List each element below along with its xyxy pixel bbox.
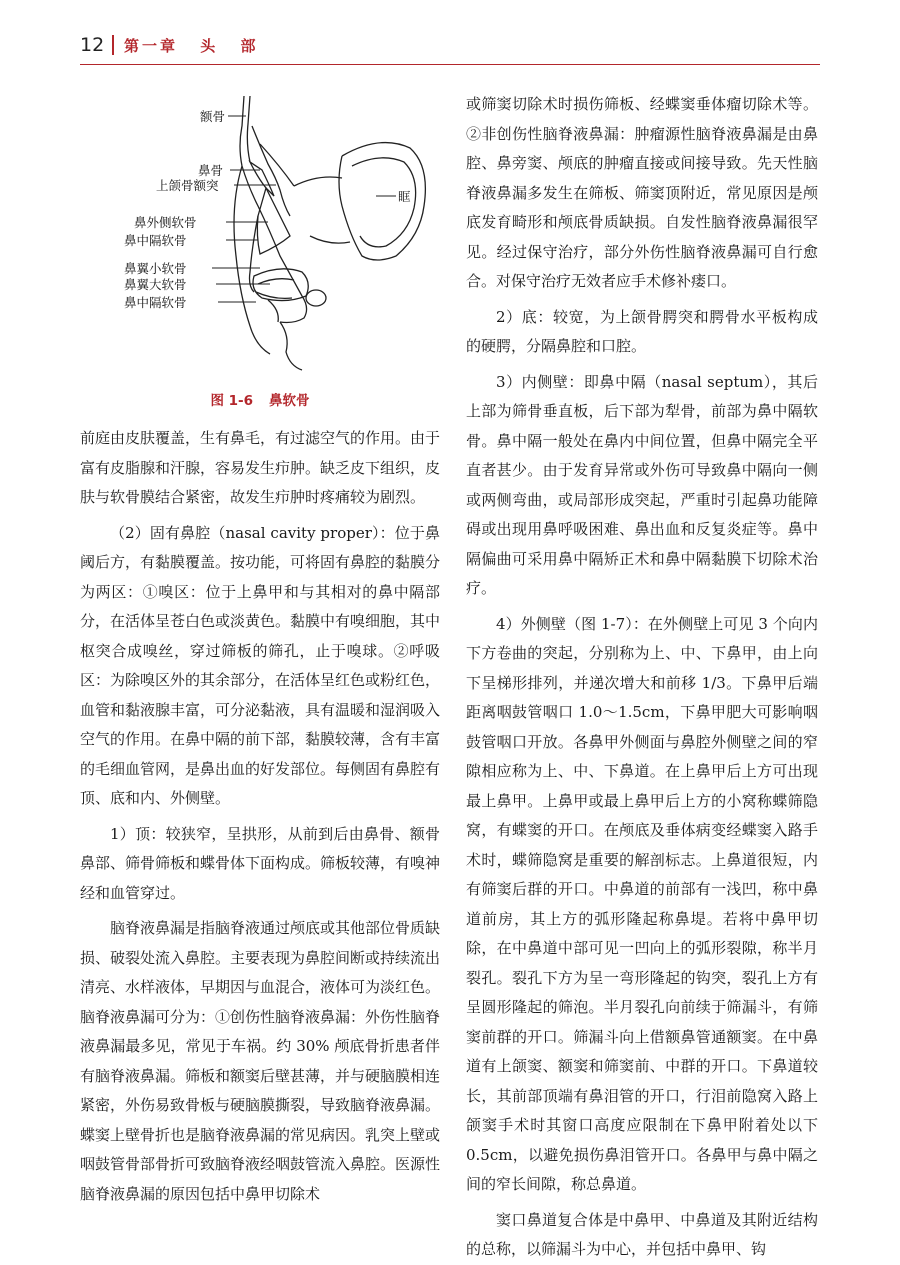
left-column [80,86,440,1209]
paragraph-medial-wall: 3）内侧壁：即鼻中隔（nasal septum），其后上部为筛骨垂直板，后下部为犁骨，前部为鼻中隔软骨。鼻中隔一般处在鼻内中间位置，但鼻中隔完全平直者甚少。由于发育异常或外伤可导致鼻中隔向一侧或两侧弯曲，或局部形成突起，严重时引起鼻功能障碍或出现用鼻呼吸困难、鼻出血和反复炎症等。鼻中隔偏曲可采用鼻中隔矫正术和鼻中隔黏膜下切除术治疗。 [466,372,818,597]
paragraph-nasal-cavity-proper: （2）固有鼻腔（nasal cavity proper）：位于鼻阈后方，有黏膜覆盖。按功能，可将固有鼻腔的黏膜分为两区：①嗅区：位于上鼻甲和与其相对的鼻中隔部分，在活体呈苍白色或淡黄色。黏膜中有嗅细胞，其中枢突合成嗅丝，穿过筛板的筛孔，止于嗅球。②呼吸区：为除嗅区外的其余部分，在活体呈红色或粉红色，血管和黏液腺丰富，可分泌黏液，具有温暖和湿润吸入空气的作用。在鼻中隔的前下部，黏膜较薄，含有丰富的毛细血管网，是鼻出血的好发部位。每侧固有鼻腔有顶、底和内、外侧壁。 [80,523,441,807]
figure-caption [80,386,440,424]
right-column [466,90,818,1265]
paragraph-roof: 1）顶：较狭窄，呈拱形，从前到后由鼻骨、额骨鼻部、筛骨筛板和蝶骨体下面构成。筛板较薄，有嗅神经和血管穿过。 [80,824,441,902]
label-lateral-cartilage: 鼻外侧软骨 [134,215,197,230]
label-nasal-bone: 鼻骨 [198,163,224,178]
paragraph-vestibule: 前庭由皮肤覆盖，生有鼻毛，有过滤空气的作用。由于富有皮脂腺和汗腺，容易发生疖肿。缺乏皮下组织，皮肤与软骨膜结合紧密，故发生疖肿时疼痛较为剧烈。 [80,429,441,506]
paragraph-floor: 2）底：较宽，为上颌骨腭突和腭骨水平板构成的硬腭，分隔鼻腔和口腔。 [466,307,818,355]
paragraph-lateral-wall: 4）外侧壁（图 1-7）：在外侧壁上可见 3 个向内下方卷曲的突起，分别称为上、中、下鼻甲，由上向下呈梯形排列，并递次增大和前移 1/3。下鼻甲后端距离咽鼓管咽口 1.0～1.5cm，下鼻甲肥大可影响咽鼓管咽口开放。各鼻甲外侧面与鼻腔外侧壁之间的窄隙相应称为上、中、下鼻道。在上鼻甲后上方可出现最上鼻甲。上鼻甲或最上鼻甲后上方的小窝称蝶筛隐窝，有蝶窦的开口。在颅底及垂体病变经蝶窦入路手术时，蝶筛隐窝是重要的解剖标志。上鼻道很短，内有筛窦后群的开口。中鼻道的前部有一浅凹，称中鼻道前房，其上方的弧形隆起称鼻堤。若将中鼻甲切除，在中鼻道中部可见一凹向上的弧形裂隙，称半月裂孔。裂孔下方为呈一弯形隆起的钩突，裂孔上方有呈圆形隆起的筛泡。半月裂孔向前续于筛漏斗，有筛窦前群的开口。筛漏斗向上借额鼻管通额窦。在中鼻道有上颌窦、额窦和筛窦前、中群的开口。下鼻道较长，其前部顶端有鼻泪管的开口，行泪前隐窝入路上颌窦手术时其窗口高度应限制在下鼻甲附着处以下 0.5cm，以避免损伤鼻泪管开口。各鼻甲与鼻中隔之间的窄长间隙，称总鼻道。 [466,614,818,1193]
label-orbit: 眶 [398,189,411,204]
page-number: 12 [80,34,105,56]
figure-number: 图 1-6 [210,393,254,409]
label-septal-cartilage-lower: 鼻中隔软骨 [124,295,187,310]
paragraph-csf-continued: 或筛窦切除术时损伤筛板、经蝶窦垂体瘤切除术等。②非创伤性脑脊液鼻漏：肿瘤源性脑脊液鼻漏是由鼻腔、鼻旁窦、颅底的肿瘤直接或间接导致。先天性脑脊液鼻漏多发生在筛板、筛窦顶附近，常见原因是颅底发育畸形和颅底骨质缺损。自发性脑脊液鼻漏很罕见。经过保守治疗，部分外伤性脑脊液鼻漏可自行愈合。对保守治疗无效者应手术修补瘘口。 [466,95,818,290]
paragraph-ostiomeatal-complex: 窦口鼻道复合体是中鼻甲、中鼻道及其附近结构的总称，以筛漏斗为中心，并包括中鼻甲、钩 [466,1210,818,1258]
paragraph-csf-rhinorrhea: 脑脊液鼻漏是指脑脊液通过颅底或其他部位骨质缺损、破裂处流入鼻腔。主要表现为鼻腔间断或持续流出清亮、水样液体，早期因与血混合，液体可为淡红色。脑脊液鼻漏可分为：①创伤性脑脊液鼻漏：外伤性脑脊液鼻漏最多见，常见于车祸。约 30% 颅底骨折患者伴有脑脊液鼻漏。筛板和额窦后壁甚薄，并与硬脑膜相连紧密，外伤易致骨板与硬脑膜撕裂，导致脑脊液鼻漏。蝶窦上壁骨折也是脑脊液鼻漏的常见病因。乳突上壁或咽鼓管骨部骨折可致脑脊液经咽鼓管流入鼻腔。医源性脑脊液鼻漏的原因包括中鼻甲切除术 [80,919,441,1203]
label-frontal-bone: 额骨 [200,109,226,124]
header-rule [80,64,820,65]
label-minor-alar-cartilage: 鼻翼小软骨 [124,261,187,276]
nasal-cartilage-figure [80,86,440,386]
label-septal-cartilage-upper: 鼻中隔软骨 [124,233,187,248]
figure-title: 鼻软骨 [269,393,310,409]
header-divider [112,35,114,55]
page-header [80,28,820,62]
chapter-title: 第一章 头 部 [124,36,259,55]
label-frontal-process: 上颌骨额突 [156,178,219,193]
label-major-alar-cartilage: 鼻翼大软骨 [124,277,187,292]
